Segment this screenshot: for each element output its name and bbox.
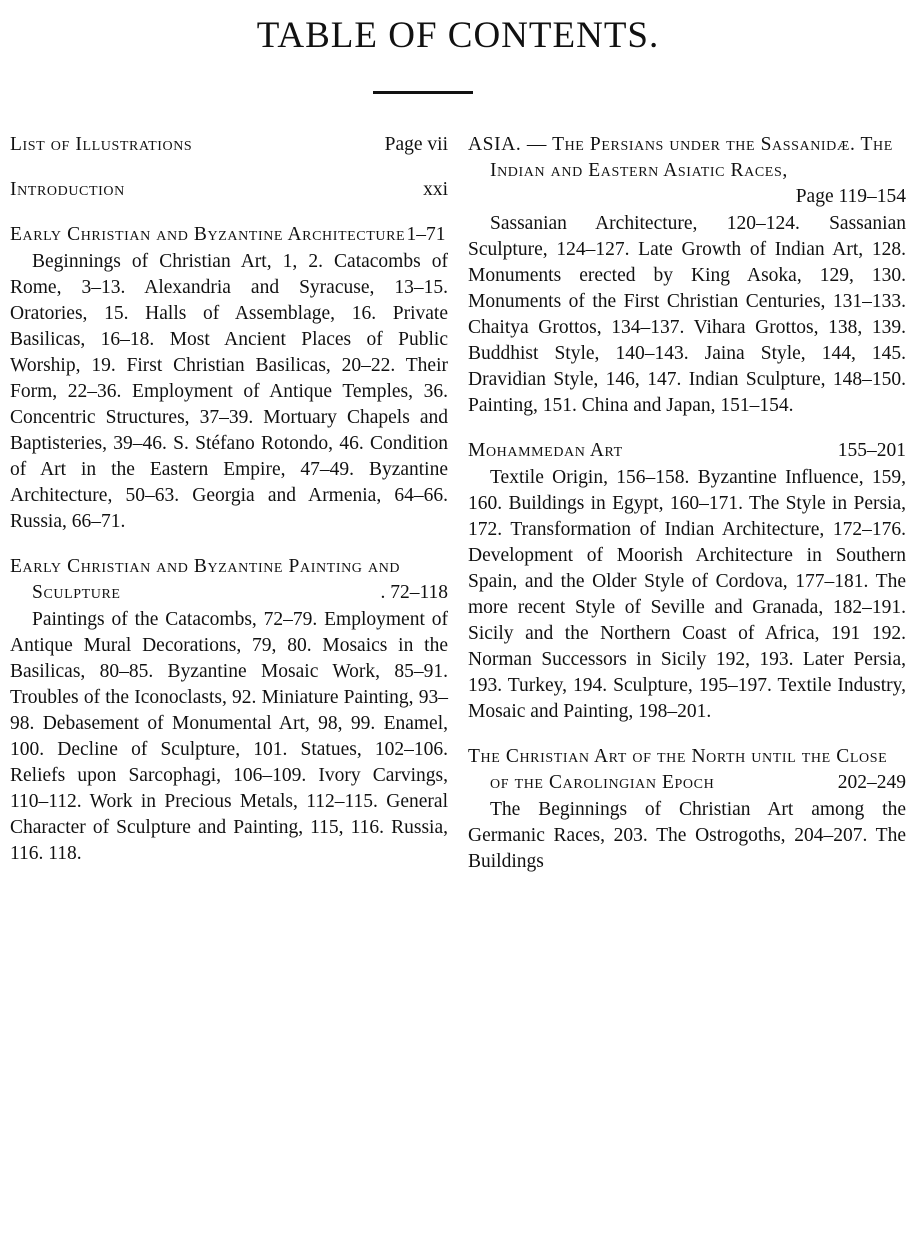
title-rule <box>373 91 473 94</box>
toc-entry-asia <box>468 132 906 419</box>
toc-entry-early-christian-architecture <box>10 222 448 535</box>
toc-entry-heading: Early Christian and Byzantine Painting and Sculpture <box>10 556 401 603</box>
toc-entry-page: 1–71 <box>406 224 446 245</box>
toc-entry-label: List of Illustrations <box>10 134 193 155</box>
toc-entry-list-of-illustrations <box>10 132 448 158</box>
toc-entry-mohammedan-art <box>468 438 906 725</box>
toc-entry-heading: Mohammedan Art <box>468 440 623 461</box>
page-title: TABLE OF CONTENTS. <box>256 15 660 56</box>
toc-entry-heading: Early Christian and Byzantine Architecture <box>10 224 406 245</box>
toc-entry-page: Page 119–154 <box>795 186 906 207</box>
toc-entry-summary: Paintings of the Catacombs, 72–79. Employment of Antique Mural Decorations, 79, 80. Mosaics in the Basilicas, 80–85. Byzantine Mosaic Work, 85–91. Troubles of the Iconoclasts, 92. Miniature Painting, 93–98. Debasement of Monumental Art, 98, 99. Enamel, 100. Decline of Sculpture, 101. Statues, 102–106. Reliefs upon Sarcophagi, 106–109. Ivory Carvings, 110–112. Work in Precious Metals, 112–115. General Character of Sculpture and Painting, 115, 116. Russia, 116. 118. <box>10 609 448 864</box>
toc-entry-christian-art-north <box>468 744 906 875</box>
toc-entry-heading: The Christian Art of the North until the Close of the Carolingian Epoch <box>468 746 888 793</box>
toc-entry-summary: Beginnings of Christian Art, 1, 2. Catacombs of Rome, 3–13. Alexandria and Syracuse, 13–15. Oratories, 15. Halls of Assemblage, 16. Private Basilicas, 16–18. Most Ancient Places of Public Worship, 19. First Christian Basilicas, 20–22. Their Form, 22–36. Employment of Antique Temples, 36. Concentric Structures, 37–39. Mortuary Chapels and Baptisteries, 39–46. S. Stéfano Rotondo, 46. Condition of Art in the Eastern Empire, 47–49. Byzantine Architecture, 50–63. Georgia and Armenia, 64–66. Russia, 66–71. <box>10 251 448 532</box>
left-column <box>10 132 448 886</box>
toc-entry-introduction <box>10 177 448 203</box>
toc-entry-page: 155–201 <box>837 440 906 461</box>
toc-entry-summary: Textile Origin, 156–158. Byzantine Influence, 159, 160. Buildings in Egypt, 160–171. The Style in Persia, 172. Transformation of Indian Architecture, 172–176. Development of Moorish Architecture in Southern Spain, and the Older Style of Cordova, 177–181. The more recent Style of Seville and Granada, 182–191. Sicily and the Northern Coast of Africa, 191 192. Norman Successors in Sicily 192, 193. Later Persia, 193. Turkey, 194. Sculpture, 195–197. Textile Industry, Mosaic and Painting, 198–201. <box>468 467 906 722</box>
toc-entry-early-christian-painting <box>10 554 448 867</box>
toc-entry-page: . 72–118 <box>380 582 448 603</box>
toc-entry-label: Introduction <box>10 179 125 200</box>
toc-entry-summary: Sassanian Architecture, 120–124. Sassanian Sculpture, 124–127. Late Growth of Indian Art, 128. Monuments erected by King Asoka, 129, 130. Monuments of the First Christian Centuries, 131–133. Chaitya Grottos, 134–137. Vihara Grottos, 138, 139. Buddhist Style, 140–143. Jaina Style, 144, 145. Dravidian Style, 146, 147. Indian Sculpture, 148–150. Painting, 151. China and Japan, 151–154. <box>468 213 906 416</box>
toc-entry-page: 202–249 <box>837 772 906 793</box>
toc-entry-heading: ASIA. — The Persians under the Sassanidæ. The Indian and Eastern Asiatic Races, <box>468 134 893 181</box>
toc-entry-page: Page vii <box>384 134 448 155</box>
toc-entry-summary: The Beginnings of Christian Art among the Germanic Races, 203. The Ostrogoths, 204–207. The Buildings <box>468 799 906 872</box>
right-column <box>468 132 906 894</box>
toc-entry-page: xxi <box>423 179 448 200</box>
